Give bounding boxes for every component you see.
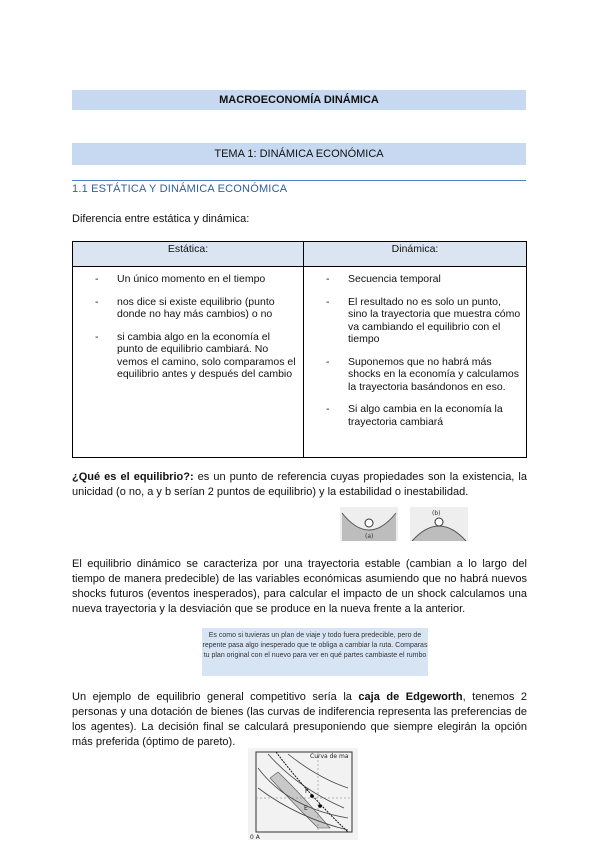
equilibrium-term: ¿Qué es el equilibrio?: [72,471,194,483]
equilibrium-figure-b [410,507,468,541]
dynamic-cell [304,267,527,458]
comparison-table [72,241,527,458]
figure-a-label: (a) [365,533,374,540]
ball-icon [365,519,373,527]
list-item: - Secuencia temporal [308,273,522,286]
point-e [318,804,322,808]
list-item: - nos dice si existe equilibrio (punto donde no hay más cambios) o no [77,296,299,321]
dynamic-equilibrium-paragraph: El equilibrio dinámico se caracteriza por una trayectoria estable (cambian a lo largo del tiempo de manera predecible) de las variables económicas asumiendo que no habrá nuevos shocks futuros (eventos inesperados), para calcular el impacto de un shock calculamos una nueva trayectoria y la desviación que se produce en la nueva frente a la anterior. [72,558,527,615]
edgeworth-paragraph [72,690,527,750]
heading-rule [72,180,526,181]
origin-label: 0 A [250,834,260,840]
intro-text: Diferencia entre estática y dinámica: [72,213,250,225]
tema-heading: TEMA 1: DINÁMICA ECONÓMICA [72,143,526,165]
list-item: - si cambia algo en la economía el punto de equilibrio cambiará. No vemos el camino, solo comparamos el equilibrio antes y después del cambio [77,331,299,381]
static-cell [73,267,304,458]
equilibrium-paragraph [72,470,527,500]
list-item: - Suponemos que no habrá más shocks en la economía y calculamos la trayectoria basándonos en eso. [308,356,522,394]
equilibrium-definition: es un punto de referencia cuyas propiedades son la existencia, la unicidad (o no, a y b serían 2 puntos de equilibrio) y la estabilidad o inestabilidad. [72,471,527,498]
p-label: P [305,788,309,795]
analogy-note: Es como si tuvieras un plan de viaje y todo fuera predecible, pero de repente pasa algo inesperado que te obliga a cambiar la ruta. Comparas tu plan original con el nuevo para ver en qué partes cambiaste el rumbo [202,628,428,676]
equilibrium-figure-a [340,507,398,541]
list-item: - Un único momento en el tiempo [77,273,299,286]
dynamic-header: Dinámica: [304,242,527,267]
edgeworth-rest: , tenemos 2 personas y una dotación de bienes (las curvas de indiferencia representa las preferencias de los agentes). La decisión final se calculará presuponiendo que siempre elegirán la opción más preferida (óptimo de pareto). [72,691,527,748]
edgeworth-term: caja de Edgeworth [358,691,463,703]
static-header: Estática: [73,242,304,267]
edgeworth-intro: Un ejemplo de equilibrio general competitivo sería la [72,691,359,703]
point-p [310,794,314,798]
section-heading: 1.1 ESTÁTICA Y DINÁMICA ECONÓMICA [72,183,288,195]
e-label: E [304,805,308,812]
curve-label: Curva de ma [310,753,349,760]
ball-icon [435,518,443,526]
list-item: - El resultado no es solo un punto, sino la trayectoria que muestra cómo va cambiando el equilibrio con el tiempo [308,296,522,346]
list-item: - Si algo cambia en la economía la trayectoria cambiará [308,403,522,428]
document-title: MACROECONOMÍA DINÁMICA [72,90,526,110]
figure-b-label: (b) [432,510,441,517]
edgeworth-box-figure [248,748,358,840]
